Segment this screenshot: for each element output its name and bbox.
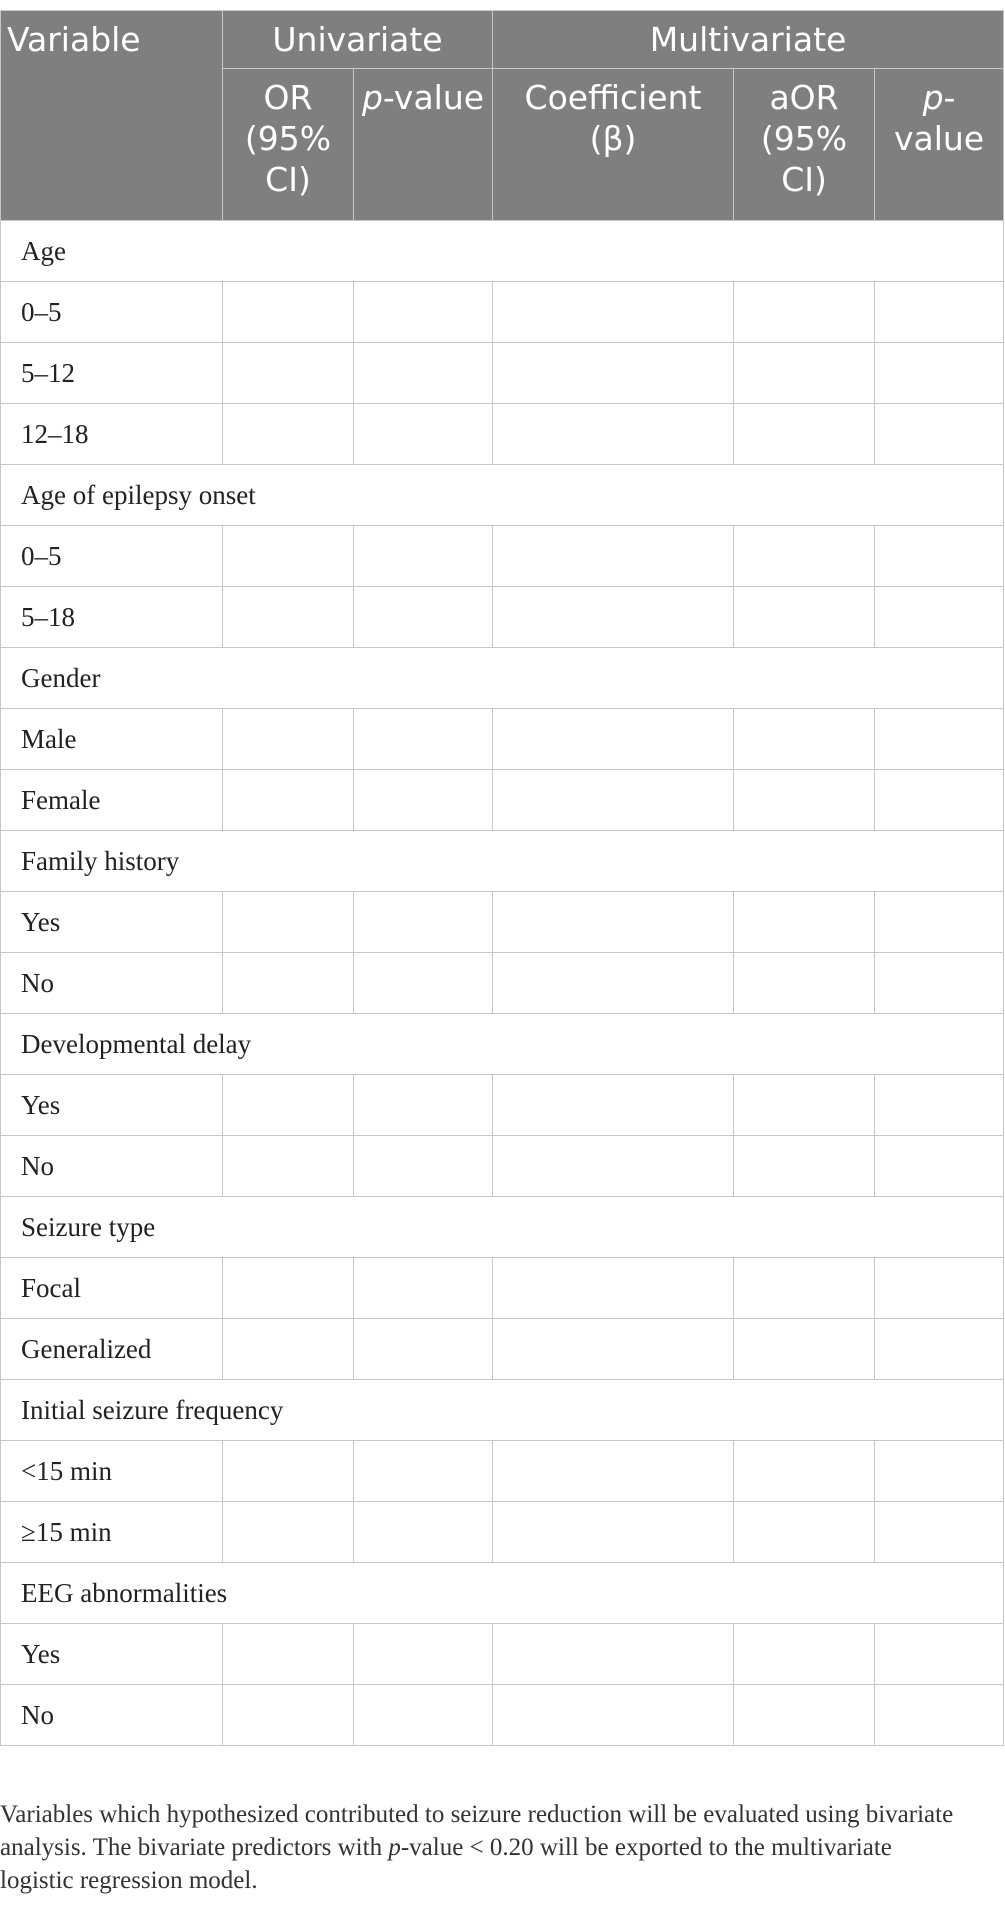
row-label: Yes bbox=[1, 1075, 223, 1136]
empty-cell bbox=[223, 709, 354, 770]
empty-cell bbox=[875, 1502, 1004, 1563]
empty-cell bbox=[875, 1685, 1004, 1746]
group-row bbox=[1, 1014, 1004, 1075]
group-row bbox=[1, 221, 1004, 282]
table-row bbox=[1, 1685, 1004, 1746]
empty-cell bbox=[875, 404, 1004, 465]
empty-cell bbox=[223, 1136, 354, 1197]
empty-cell bbox=[493, 1075, 734, 1136]
empty-cell bbox=[875, 282, 1004, 343]
empty-cell bbox=[223, 1624, 354, 1685]
empty-cell bbox=[493, 1685, 734, 1746]
table-header bbox=[1, 11, 1004, 221]
empty-cell bbox=[223, 1075, 354, 1136]
empty-cell bbox=[493, 282, 734, 343]
header-p-value-multivariate bbox=[875, 69, 1004, 221]
header-p-value-univariate bbox=[354, 69, 493, 221]
empty-cell bbox=[875, 1624, 1004, 1685]
table-row bbox=[1, 1319, 1004, 1380]
empty-cell bbox=[734, 709, 875, 770]
empty-cell bbox=[875, 953, 1004, 1014]
table-row bbox=[1, 1136, 1004, 1197]
row-label: Focal bbox=[1, 1258, 223, 1319]
table-row bbox=[1, 526, 1004, 587]
table-row bbox=[1, 343, 1004, 404]
empty-cell bbox=[493, 892, 734, 953]
group-label: Initial seizure frequency bbox=[1, 1380, 1004, 1441]
empty-cell bbox=[223, 1685, 354, 1746]
empty-cell bbox=[734, 770, 875, 831]
empty-cell bbox=[875, 1075, 1004, 1136]
empty-cell bbox=[354, 1319, 493, 1380]
empty-cell bbox=[493, 953, 734, 1014]
table-row bbox=[1, 953, 1004, 1014]
empty-cell bbox=[354, 1624, 493, 1685]
header-variable: Variable bbox=[1, 11, 223, 221]
empty-cell bbox=[493, 1258, 734, 1319]
empty-cell bbox=[875, 343, 1004, 404]
empty-cell bbox=[734, 1624, 875, 1685]
row-label: 0–5 bbox=[1, 282, 223, 343]
p-suffix: -value bbox=[893, 78, 985, 158]
group-label: Gender bbox=[1, 648, 1004, 709]
empty-cell bbox=[354, 343, 493, 404]
row-label: No bbox=[1, 1685, 223, 1746]
empty-cell bbox=[734, 282, 875, 343]
empty-cell bbox=[734, 1441, 875, 1502]
empty-cell bbox=[734, 587, 875, 648]
empty-cell bbox=[493, 1319, 734, 1380]
empty-cell bbox=[875, 1441, 1004, 1502]
table-row bbox=[1, 404, 1004, 465]
footnote-part1: Variables which hypothesized contributed to seizure reduction will be evaluated using bivariate analysis. The bivariate predictors with bbox=[0, 1801, 954, 1861]
header-aor-ci: aOR (95% CI) bbox=[734, 69, 875, 221]
empty-cell bbox=[493, 526, 734, 587]
empty-cell bbox=[493, 1624, 734, 1685]
empty-cell bbox=[734, 343, 875, 404]
empty-cell bbox=[734, 1502, 875, 1563]
p-italic: p bbox=[361, 78, 383, 117]
empty-cell bbox=[223, 770, 354, 831]
empty-cell bbox=[354, 1441, 493, 1502]
group-row bbox=[1, 1563, 1004, 1624]
header-coefficient: Coefficient (β) bbox=[493, 69, 734, 221]
empty-cell bbox=[734, 526, 875, 587]
row-label: 12–18 bbox=[1, 404, 223, 465]
empty-cell bbox=[875, 1136, 1004, 1197]
empty-cell bbox=[354, 770, 493, 831]
empty-cell bbox=[223, 1441, 354, 1502]
empty-cell bbox=[354, 404, 493, 465]
group-row bbox=[1, 1197, 1004, 1258]
table-row bbox=[1, 1441, 1004, 1502]
empty-cell bbox=[223, 282, 354, 343]
group-label: EEG abnormalities bbox=[1, 1563, 1004, 1624]
row-label: 5–18 bbox=[1, 587, 223, 648]
p-italic: p bbox=[922, 78, 944, 117]
group-label: Seizure type bbox=[1, 1197, 1004, 1258]
empty-cell bbox=[493, 587, 734, 648]
p-suffix: -value bbox=[382, 78, 485, 117]
empty-cell bbox=[734, 1075, 875, 1136]
row-label: 0–5 bbox=[1, 526, 223, 587]
empty-cell bbox=[354, 953, 493, 1014]
empty-cell bbox=[223, 1502, 354, 1563]
empty-cell bbox=[734, 404, 875, 465]
empty-cell bbox=[734, 1136, 875, 1197]
group-row bbox=[1, 831, 1004, 892]
empty-cell bbox=[223, 1319, 354, 1380]
empty-cell bbox=[493, 1441, 734, 1502]
row-label: 5–12 bbox=[1, 343, 223, 404]
empty-cell bbox=[875, 709, 1004, 770]
empty-cell bbox=[875, 1319, 1004, 1380]
row-label: ≥15 min bbox=[1, 1502, 223, 1563]
empty-cell bbox=[875, 526, 1004, 587]
table-row bbox=[1, 1502, 1004, 1563]
empty-cell bbox=[354, 587, 493, 648]
empty-cell bbox=[354, 892, 493, 953]
regression-table bbox=[0, 10, 1004, 1746]
empty-cell bbox=[223, 526, 354, 587]
row-label: <15 min bbox=[1, 1441, 223, 1502]
empty-cell bbox=[354, 526, 493, 587]
empty-cell bbox=[223, 953, 354, 1014]
table-row bbox=[1, 587, 1004, 648]
empty-cell bbox=[354, 1258, 493, 1319]
header-univariate: Univariate bbox=[223, 11, 493, 69]
empty-cell bbox=[354, 1685, 493, 1746]
row-label: Female bbox=[1, 770, 223, 831]
empty-cell bbox=[223, 343, 354, 404]
empty-cell bbox=[354, 709, 493, 770]
group-row bbox=[1, 465, 1004, 526]
table-row bbox=[1, 282, 1004, 343]
group-row bbox=[1, 648, 1004, 709]
empty-cell bbox=[223, 587, 354, 648]
empty-cell bbox=[493, 404, 734, 465]
footnote-p-italic: p bbox=[388, 1834, 401, 1861]
empty-cell bbox=[734, 953, 875, 1014]
empty-cell bbox=[734, 892, 875, 953]
empty-cell bbox=[734, 1258, 875, 1319]
empty-cell bbox=[354, 1136, 493, 1197]
row-label: Male bbox=[1, 709, 223, 770]
group-label: Family history bbox=[1, 831, 1004, 892]
table-row bbox=[1, 892, 1004, 953]
table-row bbox=[1, 770, 1004, 831]
row-label: No bbox=[1, 1136, 223, 1197]
empty-cell bbox=[875, 587, 1004, 648]
empty-cell bbox=[223, 1258, 354, 1319]
empty-cell bbox=[354, 282, 493, 343]
empty-cell bbox=[875, 1258, 1004, 1319]
table-body bbox=[1, 221, 1004, 1746]
table-row bbox=[1, 1624, 1004, 1685]
empty-cell bbox=[354, 1075, 493, 1136]
empty-cell bbox=[493, 1502, 734, 1563]
row-label: No bbox=[1, 953, 223, 1014]
empty-cell bbox=[875, 892, 1004, 953]
group-label: Developmental delay bbox=[1, 1014, 1004, 1075]
footnote-part2: -value < 0.20 will be exported to the multivariate logistic regression model. bbox=[0, 1834, 892, 1894]
table-container bbox=[0, 10, 1003, 1746]
table-row bbox=[1, 1258, 1004, 1319]
table-row bbox=[1, 1075, 1004, 1136]
table-footnote bbox=[0, 1798, 960, 1897]
empty-cell bbox=[734, 1319, 875, 1380]
empty-cell bbox=[493, 709, 734, 770]
header-or-ci: OR (95% CI) bbox=[223, 69, 354, 221]
empty-cell bbox=[223, 404, 354, 465]
row-label: Yes bbox=[1, 1624, 223, 1685]
row-label: Generalized bbox=[1, 1319, 223, 1380]
empty-cell bbox=[223, 892, 354, 953]
empty-cell bbox=[493, 343, 734, 404]
empty-cell bbox=[354, 1502, 493, 1563]
row-label: Yes bbox=[1, 892, 223, 953]
empty-cell bbox=[734, 1685, 875, 1746]
group-label: Age of epilepsy onset bbox=[1, 465, 1004, 526]
group-row bbox=[1, 1380, 1004, 1441]
group-label: Age bbox=[1, 221, 1004, 282]
table-row bbox=[1, 709, 1004, 770]
empty-cell bbox=[875, 770, 1004, 831]
empty-cell bbox=[493, 1136, 734, 1197]
empty-cell bbox=[493, 770, 734, 831]
header-multivariate: Multivariate bbox=[493, 11, 1004, 69]
